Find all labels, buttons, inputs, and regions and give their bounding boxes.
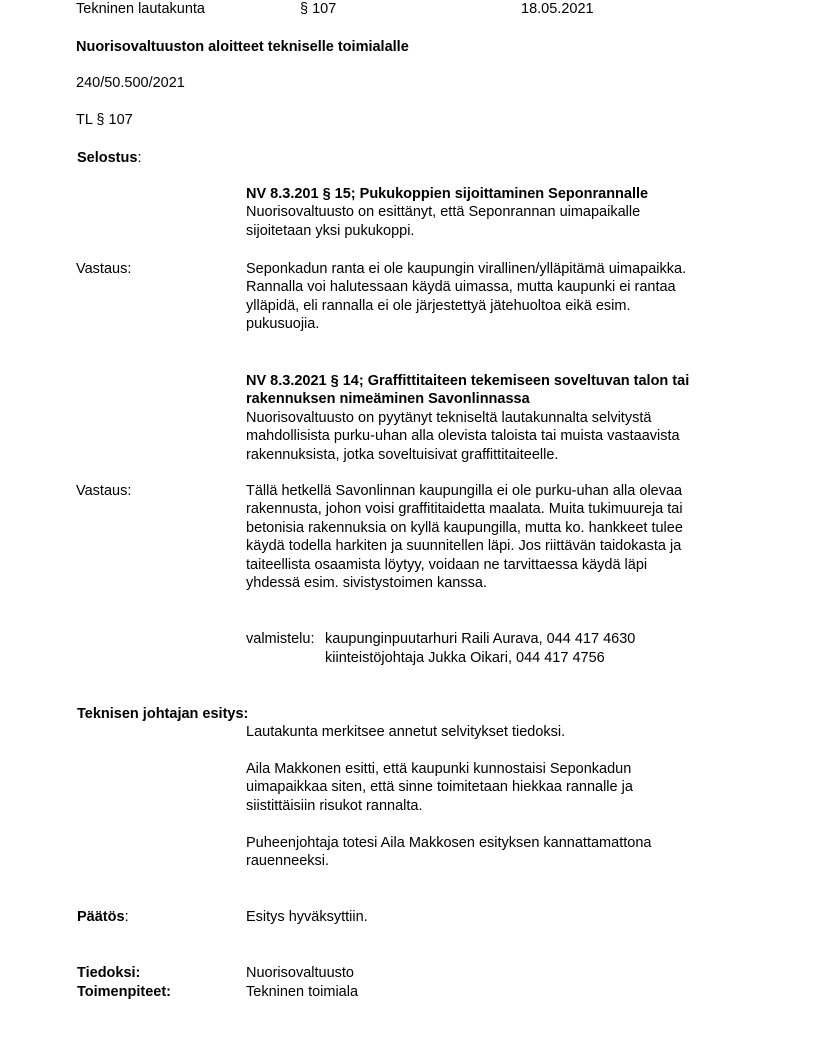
info-value: Nuorisovaltuusto (246, 965, 354, 981)
item2-body-line: Nuorisovaltuusto on pyytänyt tekniseltä lautakunnalta selvitystä (246, 409, 652, 426)
actions-label: Toimenpiteet: (77, 984, 171, 1000)
item1-block (246, 185, 746, 240)
item1-heading: NV 8.3.201 § 15; Pukukoppien sijoittaminen Seponrannalle (246, 186, 649, 202)
amendment-line: siistittäisiin risukot rannalta. (246, 797, 423, 814)
item1-answer-line: pukusuojia. (246, 316, 320, 333)
item2-heading-line: NV 8.3.2021 § 14; Graffittitaiteen tekemiseen soveltuvan talon tai (246, 373, 690, 389)
proposal-text: Lautakunta merkitsee annetut selvitykset tiedoksi. (246, 724, 566, 740)
item2-answer-line: betonisia rakennuksia on kyllä kaupungilla, mutta ko. hankkeet tulee (246, 519, 683, 536)
item2-answer-label: Vastaus: (76, 483, 132, 499)
item2-answer-line: taiteellista osaamista löytyy, voidaan ne tarvittaessa käydä läpi (246, 556, 648, 573)
section-number: § 107 (300, 1, 337, 17)
diary-number: 240/50.500/2021 (76, 75, 185, 91)
item2-block (246, 372, 746, 464)
section-reference: TL § 107 (76, 112, 133, 128)
item2-answer-line: Tällä hetkellä Savonlinnan kaupungilla ei ole purku-uhan alla olevaa (246, 483, 683, 499)
item1-body-line: sijoitetaan yksi pukukoppi. (246, 222, 415, 239)
item2-body-line: mahdollisista purku-uhan alla olevista taloista tai muista vastaavista (246, 428, 680, 445)
item1-answer-line: Rannalla voi halutessaan käydä uimassa, mutta kaupunki ei rantaa (246, 279, 676, 296)
proposal-amendment (246, 760, 746, 815)
item2-answer (246, 482, 746, 592)
document-title: Nuorisovaltuuston aloitteet tekniselle toimialalle (76, 39, 409, 55)
preparer-2: kiinteistöjohtaja Jukka Oikari, 044 417 4756 (325, 650, 605, 666)
item1-body-line: Nuorisovaltuusto on esittänyt, että Seponrannan uimapaikalle (246, 204, 641, 221)
item2-answer-line: yhdessä esim. sivistystoimen kanssa. (246, 575, 487, 592)
amendment-line: uimapaikkaa siten, että sinne toimitetaan hiekkaa rannalle ja (246, 779, 633, 796)
info-label: Tiedoksi: (77, 965, 141, 981)
committee-name: Tekninen lautakunta (76, 1, 205, 17)
decision-text: Esitys hyväksyttiin. (246, 909, 368, 925)
item2-heading-line: rakennuksen nimeäminen Savonlinnassa (246, 391, 530, 408)
item1-answer (246, 260, 746, 334)
item2-answer-line: käydä todella harkiten ja suunnitellen läpi. Jos riittävän taidokasta ja (246, 538, 682, 555)
proposal-lapsed (246, 834, 746, 871)
preparer-1: kaupunginpuutarhuri Raili Aurava, 044 417 4630 (325, 631, 636, 647)
preparation-label: valmistelu: (246, 631, 315, 647)
item2-answer-line: rakennusta, johon voisi graffititaidetta maalata. Muita tukimuureja tai (246, 501, 683, 518)
item1-answer-line: ylläpidä, eli rannalla ei ole järjestettyä jätehuoltoa eikä esim. (246, 297, 631, 314)
actions-value: Tekninen toimiala (246, 984, 359, 1000)
lapsed-line: Puheenjohtaja totesi Aila Makkosen esityksen kannattamattona (246, 835, 652, 851)
item1-answer-line: Seponkadun ranta ei ole kaupungin virallinen/ylläpitämä uimapaikka. (246, 261, 687, 277)
item1-answer-label: Vastaus: (76, 261, 132, 277)
item2-body-line: rakennuksista, jotka soveltuisivat graffittitaiteelle. (246, 446, 559, 463)
meeting-date: 18.05.2021 (521, 1, 594, 17)
amendment-line: Aila Makkonen esitti, että kaupunki kunnostaisi Seponkadun (246, 761, 632, 777)
selostus-label: Selostus: (77, 150, 142, 166)
lapsed-line: rauenneeksi. (246, 853, 330, 870)
proposal-label: Teknisen johtajan esitys: (77, 706, 249, 722)
decision-label: Päätös: (77, 909, 129, 925)
